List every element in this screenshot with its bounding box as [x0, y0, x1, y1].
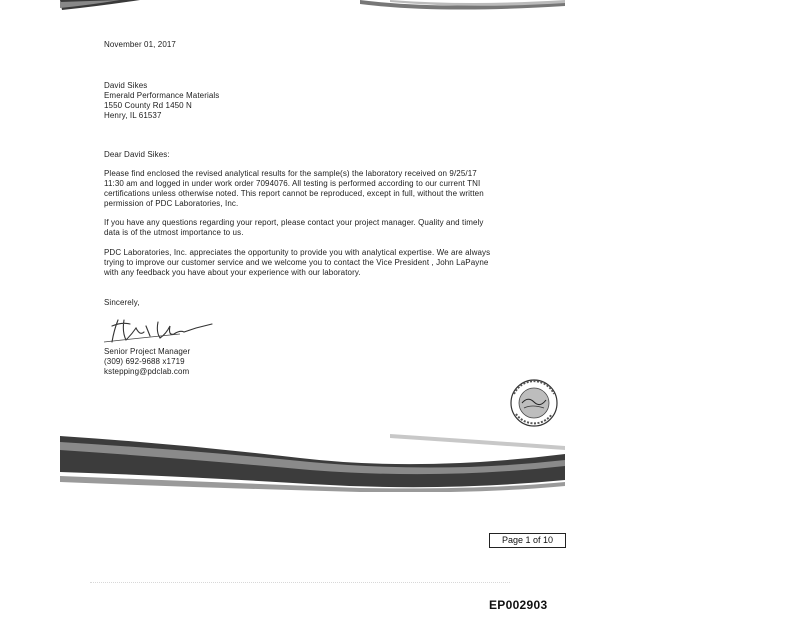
sender-title: Senior Project Manager — [104, 347, 191, 356]
letterhead-top-wave — [60, 0, 565, 22]
nelap-accreditation-seal — [504, 378, 564, 428]
recipient-company: Emerald Performance Materials — [104, 91, 220, 100]
paragraph-1-line-4: permission of PDC Laboratories, Inc. — [104, 199, 239, 208]
bates-number: EP002903 — [489, 598, 548, 612]
paragraph-2-line-1: If you have any questions regarding your report, please contact your project manager. Quality and timely — [104, 218, 484, 227]
sender-phone: (309) 692-9688 x1719 — [104, 357, 185, 366]
paragraph-1-line-3: certifications unless otherwise noted. This report cannot be reproduced, except in full, without the written — [104, 189, 484, 198]
paragraph-2-line-2: data is of the utmost importance to us. — [104, 228, 244, 237]
recipient-address-line1: 1550 County Rd 1450 N — [104, 101, 192, 110]
letter-date: November 01, 2017 — [104, 40, 176, 49]
paragraph-1-line-2: 11:30 am and logged in under work order 7094076. All testing is performed according to our current TNI — [104, 179, 481, 188]
paragraph-1-line-1: Please find enclosed the revised analytical results for the sample(s) the laboratory received on 9/25/17 — [104, 169, 477, 178]
salutation: Dear David Sikes: — [104, 150, 170, 159]
recipient-name: David Sikes — [104, 81, 148, 90]
paragraph-3-line-3: with any feedback you have about your experience with our laboratory. — [104, 268, 361, 277]
recipient-address-line2: Henry, IL 61537 — [104, 111, 162, 120]
paragraph-3-line-2: trying to improve our customer service and we welcome you to contact the Vice President , John LaPayne — [104, 258, 489, 267]
page-number-label: Page 1 of 10 — [489, 533, 566, 548]
closing: Sincerely, — [104, 298, 140, 307]
sender-email: kstepping@pdclab.com — [104, 367, 190, 376]
handwritten-signature — [100, 312, 220, 352]
paragraph-3-line-1: PDC Laboratories, Inc. appreciates the opportunity to provide you with analytical expertise. We are always — [104, 248, 491, 257]
letterhead-bottom-wave — [60, 432, 565, 492]
scan-artifact-line — [90, 582, 510, 584]
